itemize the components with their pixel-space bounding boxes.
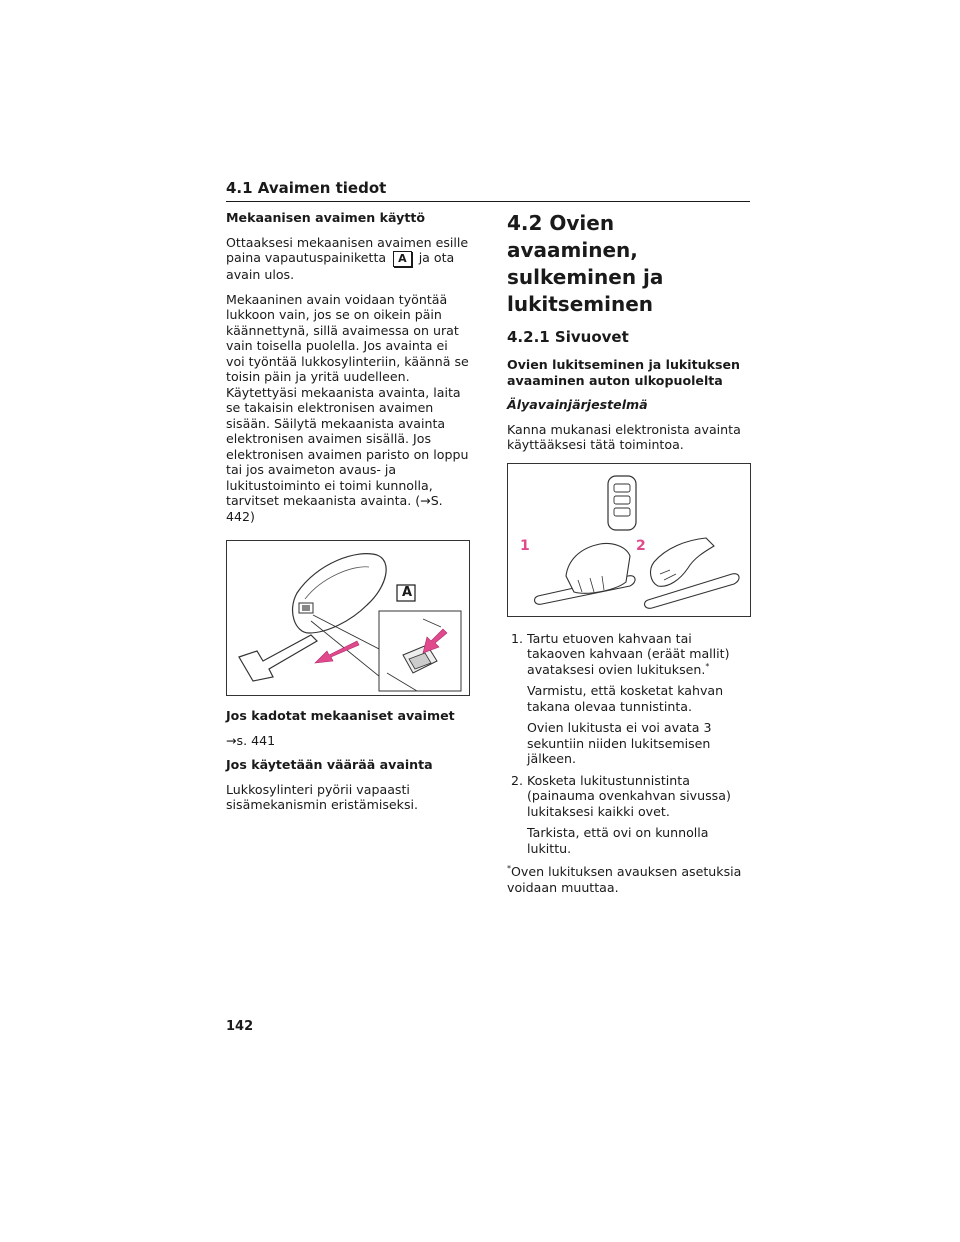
heading-mechanical-key: Mekaanisen avaimen käyttö (226, 210, 426, 225)
footnote (507, 864, 751, 895)
paragraph-carry-key: Kanna mukanasi elektronista avainta käyttääksesi tätä toimintoa. (507, 421, 741, 452)
heading-wrong-key: Jos käytetään väärää avainta (226, 757, 433, 772)
right-column (507, 210, 751, 904)
section-header: 4.1 Avaimen tiedot (226, 179, 750, 202)
key-illustration (227, 541, 469, 695)
heading-smart-key: Älyavainjärjestelmä (507, 397, 648, 412)
key-a-label: A (393, 251, 412, 267)
figure-door-handles (507, 463, 751, 617)
step-extra: Ovien lukitusta ei voi avata 3 sekuntiin niiden lukitsemisen jälkeen. (527, 720, 712, 766)
door-handle-illustration (508, 464, 750, 616)
heading-lost-keys: Jos kadotat mekaaniset avaimet (226, 708, 455, 723)
figure-number-2: 2 (636, 537, 646, 554)
step-text: Kosketa lukitustunnistinta (painauma ovenkahvan sivussa) lukitaksesi kaikki ovet. (527, 772, 731, 819)
paragraph-key-usage: Mekaaninen avain voidaan työntää lukkoon vain, jos se on oikein päin käännettynä, sillä avaimessa on urat vain toisella puolella. Jos avainta ei voi työntää lukkosylinteriin, käännä se toisin päin ja yritä uudelleen. Käytettyäsi mekaanista avainta, laita se takaisin elektronisen avaimen sisään. Säilytä mekaanista avainta elektronisen avaimen sisällä. Jos elektronisen avaimen paristo on loppu tai jos avaimeton avaus- ja lukitustoiminto ei toimi kunnolla, tarvitset mekaanista avainta. (→S. 442) (226, 291, 469, 524)
step-number: 1. (511, 630, 524, 646)
list-item (507, 631, 751, 767)
footnote-mark: * (507, 863, 511, 873)
figure-mechanical-key (226, 540, 470, 696)
step-text-main: Tartu etuoven kahvaan tai takaoven kahvaan (eräät mallit) avataksesi ovien lukituksen. (527, 630, 730, 677)
left-column (226, 210, 470, 822)
paragraph-wrong-key: Lukkosylinteri pyörii vapaasti sisämekanismin eristämiseksi. (226, 781, 419, 812)
chapter-title: 4.2 Ovien avaaminen, sulkeminen ja lukitseminen (507, 211, 664, 316)
steps-list (507, 631, 751, 857)
paragraph-lost-keys-ref: →s. 441 (226, 732, 276, 748)
step-extra: Tarkista, että ovi on kunnolla lukittu. (527, 825, 709, 856)
step-text (527, 631, 751, 678)
list-item (507, 773, 751, 857)
step-extra: Varmistu, että kosketat kahvan takana olevaa tunnistinta. (527, 683, 724, 714)
footnote-mark: * (705, 661, 710, 671)
page-number: 142 (226, 1019, 254, 1034)
heading-lock-outside: Ovien lukitseminen ja lukituksen avaaminen auton ulkopuolelta (507, 357, 740, 388)
text-segment: Ottaaksesi mekaanisen avaimen esille paina vapautuspainiketta (226, 234, 469, 265)
text-segment: ja ota avain ulos. (226, 250, 455, 282)
section-title: 4.2.1 Sivuovet (507, 328, 629, 346)
footnote-text: Oven lukituksen avauksen asetuksia voidaan muuttaa. (507, 864, 742, 895)
figure-label-a: A (401, 585, 413, 600)
figure-number-1: 1 (520, 537, 530, 554)
step-number: 2. (511, 772, 524, 788)
paragraph-take-out-key (226, 235, 470, 283)
